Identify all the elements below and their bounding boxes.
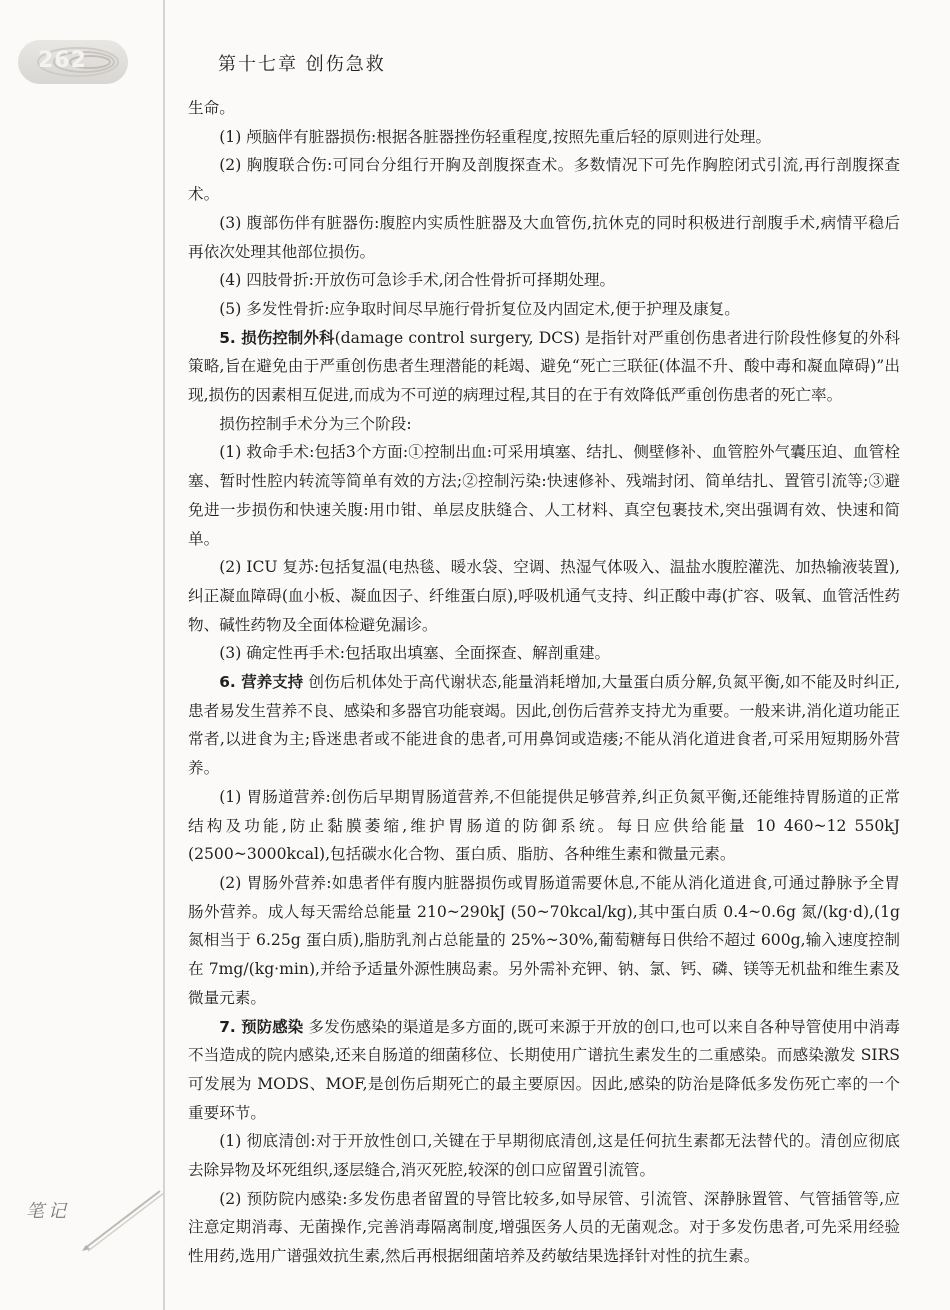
paragraph bbox=[188, 1127, 900, 1184]
paragraph-text: (1) 颅脑伴有脏器损伤:根据各脏器挫伤轻重程度,按照先重后轻的原则进行处理。 bbox=[219, 127, 772, 146]
pen-icon bbox=[78, 1185, 168, 1255]
paragraph-text: (2) 胃肠外营养:如患者伴有腹内脏器损伤或胃肠道需要休息,不能从消化道进食,可通过静脉予全胃肠外营养。成人每天需给总能量 210~290kJ (50~70kcal/kg),其中蛋白质 0.4~0.6g 氮/(kg·d),(1g 氮相当于 6.25g 蛋白质),脂肪乳剂占总能量的 25%~30%,葡萄糖每日供给不超过 600g,输入速度控制在 7mg/(kg·min),并给予适量外源性胰岛素。另外需补充钾、钠、氯、钙、磷、镁等无机盐和维生素及微量元素。 bbox=[188, 873, 900, 1007]
paragraph bbox=[188, 209, 900, 266]
paragraph bbox=[188, 94, 900, 123]
section-paragraph bbox=[188, 668, 900, 783]
paragraph bbox=[188, 639, 900, 668]
paragraph bbox=[188, 1185, 900, 1271]
paragraph-text: (2) ICU 复苏:包括复温(电热毯、暖水袋、空调、热湿气体吸入、温盐水腹腔灌洗、加热输液装置),纠正凝血障碍(血小板、凝血因子、纤维蛋白原),呼吸机通气支持、纠正酸中毒(扩容、吸氧、血管活性药物、碱性药物及全面体检避免漏诊。 bbox=[188, 558, 900, 634]
paragraph-text: (3) 腹部伤伴有脏器伤:腹腔内实质性脏器及大血管伤,抗休克的同时积极进行剖腹手术,病情平稳后再依次处理其他部位损伤。 bbox=[188, 213, 900, 261]
paragraph-text: (damage control surgery, DCS) 是指针对严重创伤患者进行阶段性修复的外科策略,旨在避免由于严重创伤患者生理潜能的耗竭、避免“死亡三联征(体温不升、酸中毒和凝血障碍)”出现,损伤的因素相互促进,而成为不可逆的病理过程,其目的在于有效降低严重创伤患者的死亡率。 bbox=[188, 328, 900, 405]
notes-margin bbox=[18, 1185, 168, 1255]
page-number-badge bbox=[18, 40, 128, 84]
paragraph-text: (2) 预防院内感染:多发伤患者留置的导管比较多,如导尿管、引流管、深静脉置管、气管插管等,应注意定期消毒、无菌操作,完善消毒隔离制度,增强医务人员的无菌观念。对于多发伤患者,可先采用经验性用药,选用广谱强效抗生素,然后再根据细菌培养及药敏结果选择针对性的抗生素。 bbox=[188, 1189, 900, 1266]
paragraph bbox=[188, 123, 900, 152]
section-heading: 5. 损伤控制外科 bbox=[219, 328, 335, 347]
paragraph-text: (2) 胸腹联合伤:可同台分组行开胸及剖腹探查术。多数情况下可先作胸腔闭式引流,再行剖腹探查术。 bbox=[188, 156, 900, 204]
paragraph-text: (3) 确定性再手术:包括取出填塞、全面探查、解剖重建。 bbox=[219, 644, 611, 663]
paragraph bbox=[188, 553, 900, 639]
paragraph bbox=[188, 151, 900, 208]
paragraph bbox=[188, 438, 900, 553]
paragraph-text: (1) 胃肠道营养:创伤后早期胃肠道营养,不但能提供足够营养,纠正负氮平衡,还能维持胃肠道的正常结构及功能,防止黏膜萎缩,维护胃肠道的防御系统。每日应供给能量 10 460~12 550kJ (2500~3000kcal),包括碳水化合物、蛋白质、脂肪、各种维生素和微量元素。 bbox=[188, 787, 900, 864]
section-heading: 6. 营养支持 bbox=[219, 673, 304, 692]
notes-label: 笔记 bbox=[26, 1201, 70, 1222]
paragraph bbox=[188, 869, 900, 1013]
section-heading: 7. 预防感染 bbox=[219, 1017, 304, 1036]
paragraph bbox=[188, 410, 900, 439]
paragraph bbox=[188, 295, 900, 324]
page-number: 262 bbox=[38, 48, 87, 73]
paragraph-text: 损伤控制手术分为三个阶段: bbox=[219, 414, 412, 433]
section-paragraph bbox=[188, 1013, 900, 1128]
paragraph-text: (1) 救命手术:包括3个方面:①控制出血:可采用填塞、结扎、侧壁修补、血管腔外气囊压迫、血管栓塞、暂时性腔内转流等简单有效的方法;②控制污染:快速修补、残端封闭、简单结扎、置管引流等;③避免进一步损伤和快速关腹:用巾钳、单层皮肤缝合、人工材料、真空包裹技术,突出强调有效、快速和简单。 bbox=[188, 443, 900, 548]
body-text bbox=[188, 94, 900, 1271]
paragraph-text: 创伤后机体处于高代谢状态,能量消耗增加,大量蛋白质分解,负氮平衡,如不能及时纠正,患者易发生营养不良、感染和多器官功能衰竭。因此,创伤后营养支持尤为重要。一般来讲,消化道功能正常者,以进食为主;昏迷患者或不能进食的患者,可用鼻饲或造瘘;不能从消化道进食者,可采用短期肠外营养。 bbox=[188, 673, 900, 778]
paragraph bbox=[188, 783, 900, 869]
paragraph-text: (4) 四肢骨折:开放伤可急诊手术,闭合性骨折可择期处理。 bbox=[219, 271, 616, 290]
paragraph-text: 多发伤感染的渠道是多方面的,既可来源于开放的创口,也可以来自各种导管使用中消毒不当造成的院内感染,还来自肠道的细菌移位、长期使用广谱抗生素发生的二重感染。而感染激发 SIRS 可发展为 MODS、MOF,是创伤后期死亡的最主要原因。因此,感染的防治是降低多发伤死亡率的一个重要环节。 bbox=[188, 1017, 900, 1122]
chapter-title: 第十七章 创伤急救 bbox=[218, 54, 386, 75]
margin-rule bbox=[163, 0, 165, 1310]
paragraph-text: 生命。 bbox=[188, 99, 235, 117]
paragraph-text: (5) 多发性骨折:应争取时间尽早施行骨折复位及内固定术,便于护理及康复。 bbox=[219, 299, 740, 318]
paragraph bbox=[188, 266, 900, 295]
paragraph-text: (1) 彻底清创:对于开放性创口,关键在于早期彻底清创,这是任何抗生素都无法替代的。清创应彻底去除异物及坏死组织,逐层缝合,消灭死腔,较深的创口应留置引流管。 bbox=[188, 1132, 900, 1180]
section-paragraph bbox=[188, 324, 900, 410]
